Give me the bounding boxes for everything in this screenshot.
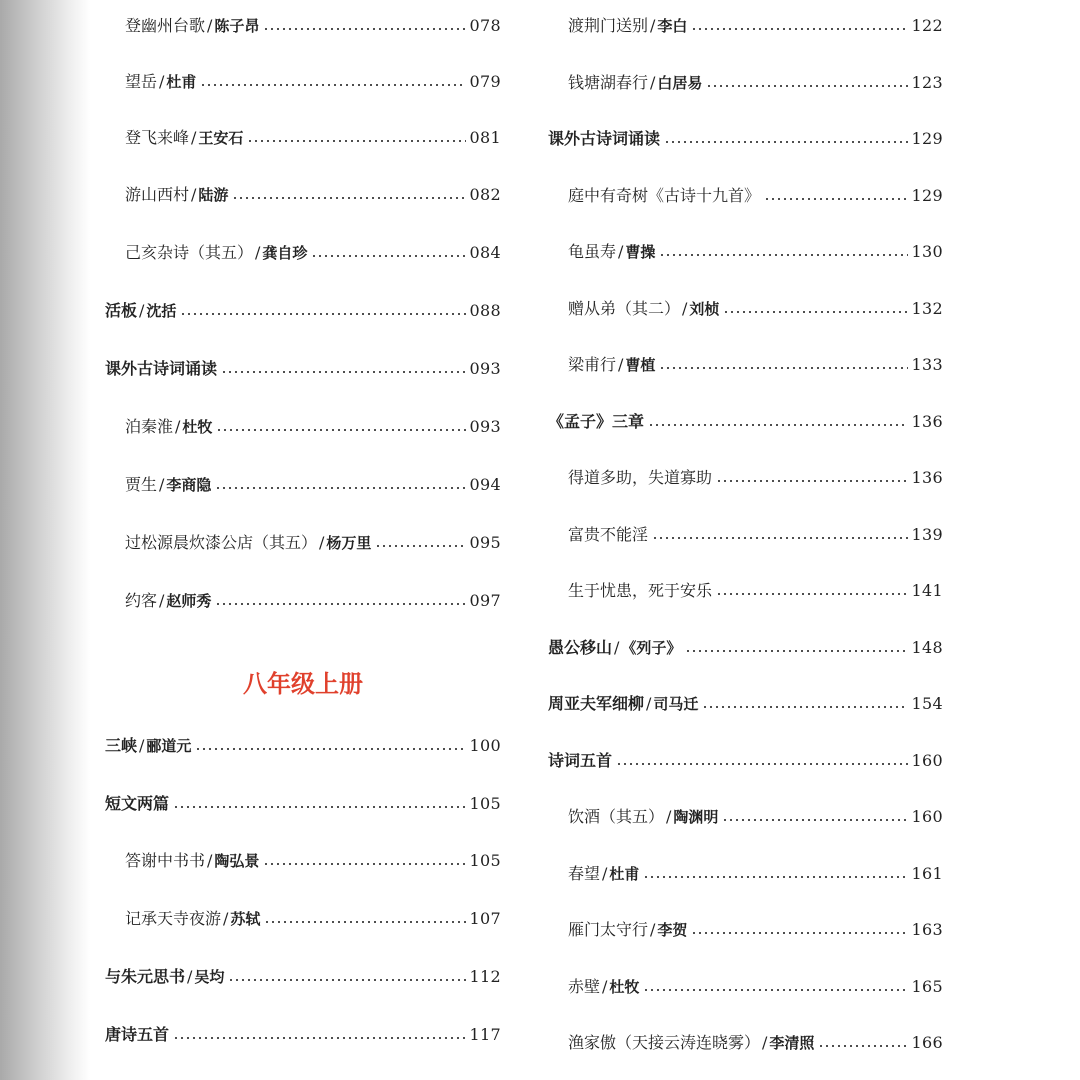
dot-leader [685, 650, 907, 652]
dot-leader [232, 197, 465, 199]
entry-page-number: 081 [469, 128, 501, 147]
entry-author: 杜牧 [182, 418, 213, 436]
dot-leader [691, 28, 907, 30]
entry-title: 课外古诗词诵读 [105, 359, 218, 378]
toc-entry [568, 1028, 943, 1058]
toc-entry [125, 846, 501, 876]
toc-entry [568, 68, 943, 98]
toc-entry [548, 633, 943, 663]
entry-author: 李贺 [657, 921, 688, 939]
entry-page-number: 093 [469, 359, 501, 378]
entry-author: 白居易 [657, 74, 703, 92]
entry-page-number: 097 [469, 591, 501, 610]
entry-title: 梁甫行 [568, 355, 617, 374]
entry-page-number: 084 [469, 243, 501, 262]
entry-title: 课外古诗词诵读 [548, 129, 661, 148]
dot-leader [195, 748, 465, 750]
dot-leader [616, 763, 908, 765]
entry-title: 约客 [125, 591, 158, 610]
dot-leader [659, 254, 907, 256]
entry-author: 杜甫 [609, 865, 640, 883]
entry-separator: / [191, 185, 197, 204]
dot-leader [215, 603, 465, 605]
entry-author: 陈子昂 [214, 17, 260, 35]
dot-leader [691, 932, 907, 934]
entry-page-number: 093 [469, 417, 501, 436]
entry-author: 李清照 [769, 1034, 815, 1052]
entry-title: 得道多助，失道寡助 [568, 468, 713, 487]
entry-page-number: 117 [469, 1025, 501, 1044]
toc-entry [568, 859, 943, 889]
entry-title: 活板 [105, 301, 138, 320]
toc-entry [125, 123, 501, 153]
toc-entry [105, 731, 501, 761]
entry-page-number: 160 [911, 751, 943, 770]
entry-page-number: 133 [911, 355, 943, 374]
toc-entry [125, 412, 501, 442]
entry-title: 愚公移山 [548, 638, 613, 657]
entry-title: 渔家傲（天接云涛连晓雾） [568, 1033, 761, 1052]
entry-page-number: 123 [911, 73, 943, 92]
entry-separator: / [602, 977, 608, 996]
entry-title: 庭中有奇树《古诗十九首》 [568, 186, 761, 205]
toc-entry [568, 576, 943, 606]
entry-title: 饮酒（其五） [568, 807, 665, 826]
toc-entry [125, 586, 501, 616]
entry-author: 《列子》 [621, 639, 682, 657]
dot-leader [722, 819, 907, 821]
entry-separator: / [191, 128, 197, 147]
entry-separator: / [650, 73, 656, 92]
entry-author: 陶渊明 [673, 808, 719, 826]
entry-page-number: 129 [911, 186, 943, 205]
dot-leader [180, 313, 465, 315]
entry-title: 登幽州台歌 [125, 16, 206, 35]
entry-page-number: 107 [469, 909, 501, 928]
dot-leader [716, 480, 908, 482]
entry-separator: / [223, 909, 229, 928]
entry-title: 三峡 [105, 736, 138, 755]
dot-leader [716, 593, 908, 595]
dot-leader [228, 979, 465, 981]
entry-page-number: 166 [911, 1033, 943, 1052]
entry-title: 渡荆门送别 [568, 16, 649, 35]
dot-leader [216, 429, 465, 431]
entry-author: 王安石 [198, 129, 244, 147]
dot-leader [643, 876, 907, 878]
entry-author: 杨万里 [326, 534, 372, 552]
dot-leader [200, 84, 465, 86]
toc-entry [548, 124, 943, 154]
toc-entry [125, 67, 501, 97]
entry-title: 富贵不能淫 [568, 525, 649, 544]
entry-author: 陶弘景 [214, 852, 260, 870]
dot-leader [643, 989, 907, 991]
entry-title: 钱塘湖春行 [568, 73, 649, 92]
toc-entry [548, 407, 943, 437]
entry-page-number: 136 [911, 468, 943, 487]
toc-entry [125, 470, 501, 500]
entry-separator: / [187, 967, 193, 986]
toc-entry [125, 528, 501, 558]
entry-title: 龟虽寿 [568, 242, 617, 261]
toc-entry [568, 915, 943, 945]
entry-separator: / [614, 638, 620, 657]
entry-separator: / [650, 16, 656, 35]
entry-title: 春望 [568, 864, 601, 883]
entry-author: 司马迁 [653, 695, 699, 713]
entry-separator: / [762, 1033, 768, 1052]
entry-page-number: 078 [469, 16, 501, 35]
entry-title: 过松源晨炊漆公店（其五） [125, 533, 318, 552]
entry-page-number: 154 [911, 694, 943, 713]
entry-page-number: 088 [469, 301, 501, 320]
dot-leader [263, 863, 465, 865]
entry-title: 雁门太守行 [568, 920, 649, 939]
entry-title: 唐诗五首 [105, 1025, 170, 1044]
dot-leader [652, 537, 908, 539]
entry-separator: / [207, 851, 213, 870]
dot-leader [648, 424, 908, 426]
entry-title: 与朱元思书 [105, 967, 186, 986]
entry-separator: / [682, 299, 688, 318]
dot-leader [702, 706, 907, 708]
entry-separator: / [175, 417, 181, 436]
entry-separator: / [602, 864, 608, 883]
dot-leader [263, 28, 465, 30]
entry-page-number: 160 [911, 807, 943, 826]
entry-page-number: 095 [469, 533, 501, 552]
entry-title: 赠从弟（其二） [568, 299, 681, 318]
toc-entry [125, 11, 501, 41]
entry-title: 记承天寺夜游 [125, 909, 222, 928]
entry-page-number: 122 [911, 16, 943, 35]
entry-separator: / [139, 301, 145, 320]
entry-page-number: 105 [469, 851, 501, 870]
entry-author: 李白 [657, 17, 688, 35]
entry-separator: / [139, 736, 145, 755]
dot-leader [264, 921, 465, 923]
entry-title: 答谢中书书 [125, 851, 206, 870]
entry-page-number: 139 [911, 525, 943, 544]
toc-entry [568, 350, 943, 380]
entry-title: 周亚夫军细柳 [548, 694, 645, 713]
toc-entry [568, 972, 943, 1002]
entry-title: 游山西村 [125, 185, 190, 204]
toc-entry [105, 789, 501, 819]
entry-title: 诗词五首 [548, 751, 613, 770]
dot-leader [221, 371, 466, 373]
entry-page-number: 105 [469, 794, 501, 813]
entry-title: 贾生 [125, 475, 158, 494]
dot-leader [764, 198, 908, 200]
toc-entry [568, 11, 943, 41]
toc-entry [568, 802, 943, 832]
toc-entry [568, 237, 943, 267]
toc-entry [125, 238, 501, 268]
entry-title: 《孟子》三章 [548, 412, 645, 431]
entry-author: 苏轼 [230, 910, 261, 928]
entry-title: 短文两篇 [105, 794, 170, 813]
entry-author: 刘桢 [689, 300, 720, 318]
dot-leader [247, 140, 465, 142]
entry-author: 杜甫 [166, 73, 197, 91]
dot-leader [659, 367, 907, 369]
entry-title: 赤壁 [568, 977, 601, 996]
entry-author: 曹操 [625, 243, 656, 261]
entry-title: 泊秦淮 [125, 417, 174, 436]
toc-entry [125, 904, 501, 934]
entry-author: 吴均 [194, 968, 225, 986]
entry-page-number: 130 [911, 242, 943, 261]
entry-page-number: 163 [911, 920, 943, 939]
dot-leader [173, 1037, 466, 1039]
entry-separator: / [646, 694, 652, 713]
toc-entry [568, 294, 943, 324]
dot-leader [706, 85, 907, 87]
page-binding-shadow [0, 0, 90, 1080]
entry-author: 赵师秀 [166, 592, 212, 610]
toc-entry [568, 181, 943, 211]
entry-author: 郦道元 [146, 737, 192, 755]
entry-page-number: 082 [469, 185, 501, 204]
dot-leader [173, 806, 466, 808]
toc-entry [105, 962, 501, 992]
toc-entry [568, 520, 943, 550]
entry-page-number: 161 [911, 864, 943, 883]
entry-page-number: 136 [911, 412, 943, 431]
entry-separator: / [159, 475, 165, 494]
toc-entry [548, 689, 943, 719]
entry-author: 李商隐 [166, 476, 212, 494]
entry-page-number: 129 [911, 129, 943, 148]
toc-entry [105, 1020, 501, 1050]
entry-author: 龚自珍 [262, 244, 308, 262]
dot-leader [723, 311, 907, 313]
entry-page-number: 094 [469, 475, 501, 494]
dot-leader [215, 487, 465, 489]
dot-leader [664, 141, 908, 143]
toc-entry [548, 746, 943, 776]
entry-page-number: 132 [911, 299, 943, 318]
entry-separator: / [618, 355, 624, 374]
entry-separator: / [666, 807, 672, 826]
entry-separator: / [319, 533, 325, 552]
dot-leader [818, 1045, 907, 1047]
entry-separator: / [255, 243, 261, 262]
entry-author: 杜牧 [609, 978, 640, 996]
entry-title: 己亥杂诗（其五） [125, 243, 254, 262]
entry-title: 生于忧患，死于安乐 [568, 581, 713, 600]
entry-page-number: 112 [469, 967, 501, 986]
entry-page-number: 141 [911, 581, 943, 600]
dot-leader [311, 255, 465, 257]
entry-page-number: 165 [911, 977, 943, 996]
entry-author: 沈括 [146, 302, 177, 320]
entry-title: 望岳 [125, 72, 158, 91]
entry-separator: / [650, 920, 656, 939]
entry-author: 曹植 [625, 356, 656, 374]
dot-leader [375, 545, 465, 547]
toc-entry [105, 354, 501, 384]
entry-separator: / [159, 591, 165, 610]
section-heading: 八年级上册 [243, 670, 363, 698]
toc-entry [125, 180, 501, 210]
entry-author: 陆游 [198, 186, 229, 204]
entry-separator: / [207, 16, 213, 35]
toc-entry [568, 463, 943, 493]
entry-page-number: 079 [469, 72, 501, 91]
toc-entry [105, 296, 501, 326]
entry-separator: / [618, 242, 624, 261]
entry-separator: / [159, 72, 165, 91]
entry-page-number: 100 [469, 736, 501, 755]
entry-title: 登飞来峰 [125, 128, 190, 147]
entry-page-number: 148 [911, 638, 943, 657]
